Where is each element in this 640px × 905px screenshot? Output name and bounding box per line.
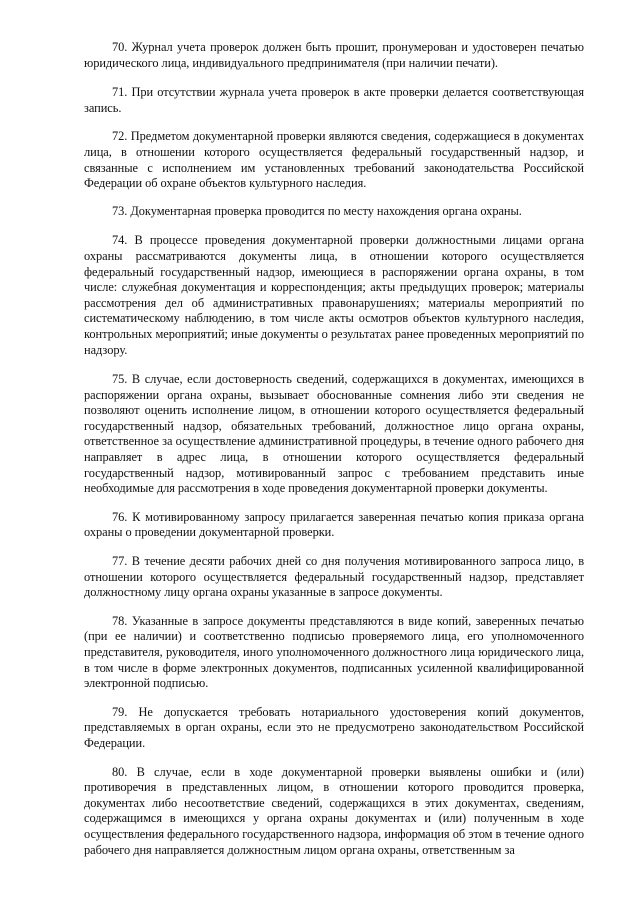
paragraph-70: 70. Журнал учета проверок должен быть прошит, пронумерован и удостоверен печатью юридического лица, индивидуального предпринимателя (при наличии печати).: [84, 40, 584, 70]
paragraph-74: 74. В процессе проведения документарной проверки должностными лицами органа охраны рассматриваются документы лица, в отношении которого осуществляется федеральный государственный надзор, имеющиеся в распоряжении органа охраны, в том числе: служебная документация и корреспонденция; акты предыдущих проверок; материалы рассмотрения дел об административных правонарушениях; материалы мероприятий по систематическому наблюдению, в том числе акты осмотров объектов культурного наследия, контрольных мероприятий; иные документы о результатах ранее проведенных мероприятий по надзору.: [84, 233, 584, 357]
paragraph-78: 78. Указанные в запросе документы представляются в виде копий, заверенных печатью (при ее наличии) и соответственно подписью проверяемого лица, его уполномоченного представителя, руководителя, иного уполномоченного должностного лица юридического лица, в том числе в форме электронных документов, подписанных усиленной квалифицированной электронной подписью.: [84, 613, 584, 691]
document-page: [84, 40, 584, 858]
paragraph-73: 73. Документарная проверка проводится по месту нахождения органа охраны.: [112, 203, 522, 218]
paragraph-79: 79. Не допускается требовать нотариального удостоверения копий документов, представляемых в орган охраны, если это не предусмотрено законодательством Российской Федерации.: [84, 704, 584, 750]
paragraph-72: 72. Предметом документарной проверки являются сведения, содержащиеся в документах лица, в отношении которого осуществляется федеральный государственный надзор, и связанные с исполнением им установленных требований законодательства Российской Федерации об охране объектов культурного наследия.: [84, 129, 584, 191]
paragraph-76: 76. К мотивированному запросу прилагается заверенная печатью копия приказа органа охраны о проведении документарной проверки.: [84, 509, 584, 540]
paragraph-75: 75. В случае, если достоверность сведений, содержащихся в документах, имеющихся в распоряжении органа охраны, вызывает обоснованные сомнения либо эти сведения не позволяют оценить исполнение лицом, в отношении которого осуществляется федеральный государственный надзор, обязательных требований, должностное лицо органа охраны, ответственное за осуществление административной процедуры, в течение одного рабочего дня направляет в адрес лица, в отношении которого осуществляется федеральный государственный надзор, мотивированный запрос с требованием представить иные необходимые для рассмотрения в ходе проведения документарной проверки документы.: [84, 372, 584, 496]
paragraph-71: 71. При отсутствии журнала учета проверок в акте проверки делается соответствующая запись.: [84, 85, 584, 115]
paragraph-80: 80. В случае, если в ходе документарной проверки выявлены ошибки и (или) противоречия в представленных лицом, в отношении которого проводится проверка, документах либо несоответствие сведений, содержащихся в этих документах, сведениям, содержащимся в имеющихся у органа охраны документах и (или) полученным в ходе осуществления федерального государственного надзора, информация об этом в течение одного рабочего дня направляется должностным лицом органа охраны, ответственным за: [84, 764, 584, 857]
paragraph-77: 77. В течение десяти рабочих дней со дня получения мотивированного запроса лицо, в отношении которого осуществляется федеральный государственный надзор, представляет должностному лицу органа охраны указанные в запросе документы.: [84, 554, 584, 600]
